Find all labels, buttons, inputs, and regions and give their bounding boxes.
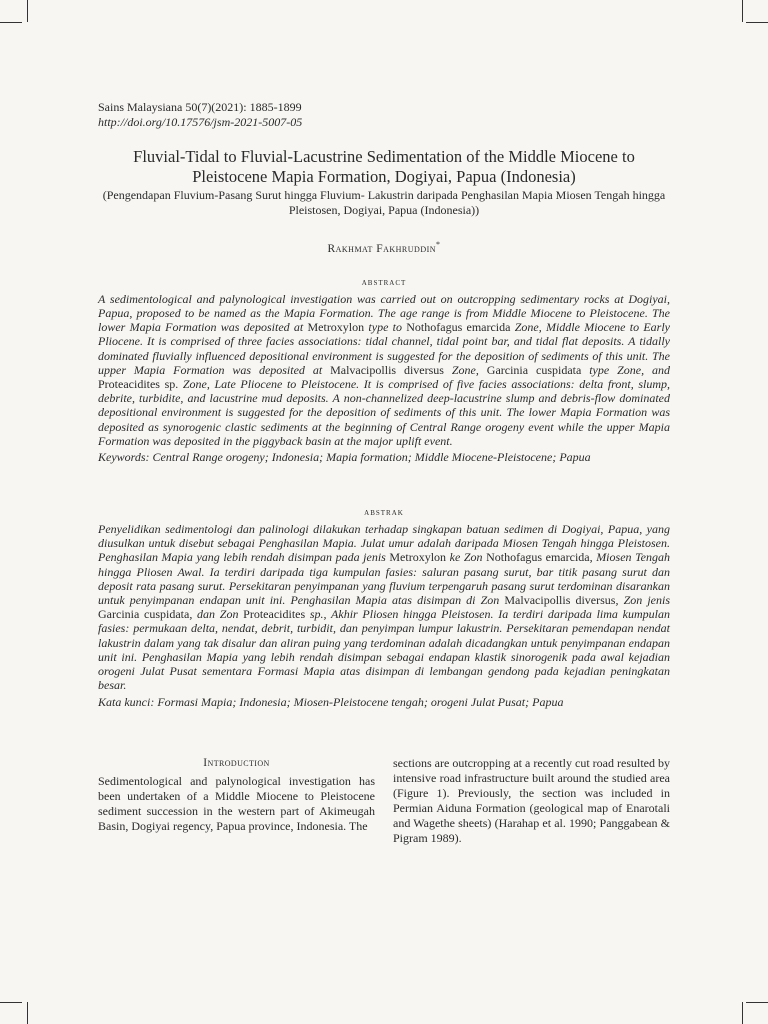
abstrak-part: , dan Zon	[189, 607, 244, 622]
abstract-taxon: Garcinia cuspidata	[486, 362, 582, 377]
paper-title: Fluvial-Tidal to Fluvial-Lacustrine Sedimentation of the Middle Miocene to Pleistocene Mapia Formation, Dogiyai, Papua (Indonesia)	[133, 147, 635, 186]
abstrak-taxon: Proteacidites	[243, 607, 306, 622]
abstract-part: Zone, Late Pliocene to Pleistocene. It is comprised of five facies associations: delta front, slump, debrite, turbidite, and lacustrine mud deposits. A non-channelized deep-lacustrine slump and debris-flow dominated depositional environment is suggested for the deposition of sediments of this unit. The lower Mapia Formation was deposited as synorogenic clastic sediments at the beginning of Central Range orogeny event while the upper Mapia Formation was deposited in the piggyback basin at the major uplift event.	[98, 377, 670, 448]
abstrak-taxon: Metroxylon	[389, 550, 447, 565]
abstract-part: to	[388, 320, 407, 335]
abstract-part: A sedimentological and palynological investigation was carried out on outcropping sedimentary rocks at Dogiyai, Papua, proposed to be named as the Mapia Formation. The age range is from Middle Miocene to Pleistocene. The lower Mapia Formation was deposited at	[98, 291, 670, 335]
abstract-taxon: Malvacipollis diversus	[330, 362, 444, 377]
abstract-part: Zone, Middle Miocene to Early Pliocene. It is comprised of three facies associations: tidal channel, tidal point bar, and tidal flat deposits. A tidally dominated fluvially influenced depositional environment is suggested for the deposition of sediments of this unit. The upper Mapia Formation was deposited at	[98, 320, 671, 377]
column-left	[98, 756, 375, 846]
crop-mark	[746, 22, 768, 23]
abstrak-part: ke Zon	[446, 550, 487, 565]
author-mark: *	[436, 240, 441, 249]
abstrak-taxon: Malvacipollis diversus	[504, 593, 616, 608]
crop-mark	[746, 1002, 768, 1003]
abstract-taxon: Metroxylon	[307, 320, 369, 335]
abstrak-part: Penyelidikan sedimentologi dan palinologi dilakukan terhadap singkapan batuan sedimen di Dogiyai, Papua, yang diusulkan untuk disebut sebagai Penghasilan Mapia. Julat umur adalah daripada Miosen Tengah hingga Pleistosen. Penghasilan Mapia yang lebih rendah disimpan pada jenis	[98, 522, 670, 565]
abstrak-part: , Miosen Tengah hingga Pliosen Awal. Ia terdiri daripada tiga kumpulan fasies: saluran pasang surut, bar titik pasang surut dan deposit rata pasang surut. Persekitaran penyimpanan yang fluvium terpengaruh pasang surut terdominan disarankan untuk penyimpanan endapan unit ini. Penghasilan Mapia atas disimpan di Zon	[98, 550, 670, 608]
introduction-col1-text: Sedimentological and palynological investigation has been undertaken of a Middle Miocene to Pleistocene sediment succession in the western part of Akimeugah Basin, Dogiyai regency, Papua province, Indonesia. The	[98, 774, 375, 833]
doi-link[interactable]: http://doi.org/10.17576/jsm-2021-5007-05	[98, 115, 303, 129]
abstrak-part: sp., Akhir Pliosen hingga Pleistosen. Ia terdiri daripada lima kumpulan fasies: permukaan delta, nendat, debrit, turbidit, dan penyimpan lumpur lakustrin. Persekitaran pemendapan nendat lakustrin dalam yang tak disalur dan aliran puing yang terdominan adalah dicadangkan untuk penyimpanan endapan unit ini. Penghasilan Mapia yang lebih rendah disimpan sebagai endapan klastik sinorogenik pada awal kejadian orogeni Julat Pusat sementara Formasi Mapia atas disimpan di lembangan gendong pada kejadian peningkatan besar.	[98, 607, 670, 693]
abstract-heading: abstract	[361, 276, 407, 288]
abstract-part: Zone,	[443, 362, 487, 377]
abstract-taxon: Proteacidites sp.	[98, 377, 179, 392]
introduction-col2-text: sections are outcropping at a recently cut road resulted by intensive road infrastructure built around the studied area (Figure 1). Previously, the section was included in Permian Aiduna Formation (geological map of Enarotali and Wagethe sheets) (Harahap et al. 1990; Panggabean & Pigram 1989).	[393, 756, 670, 845]
crop-mark	[27, 1002, 28, 1024]
crop-mark	[0, 1002, 22, 1003]
abstrak-taxon: Nothofagus emarcida	[486, 550, 590, 565]
body-columns	[98, 756, 670, 846]
column-right	[393, 756, 670, 846]
abstract-taxon: Nothofagus emarcida	[406, 320, 511, 335]
abstrak-keywords: Kata kunci: Formasi Mapia; Indonesia; Miosen-Pleistocene tengah; orogeni Julat Pusat; Papua	[98, 694, 564, 709]
journal-citation: Sains Malaysiana 50(7)(2021): 1885-1899	[98, 100, 302, 114]
paper-subtitle: (Pengendapan Fluvium-Pasang Surut hingga Fluvium- Lakustrin daripada Penghasilan Mapia Miosen Tengah hingga Pleistosen, Dogiyai, Papua (Indonesia))	[102, 188, 666, 217]
author-name: Rakhmat Fakhruddin	[327, 242, 437, 255]
paper-page	[98, 100, 670, 709]
abstract-text	[98, 292, 670, 448]
abstrak-text	[98, 522, 670, 692]
crop-mark	[742, 1002, 743, 1024]
abstract-part: type Zone, and	[581, 362, 671, 377]
crop-mark	[742, 0, 743, 22]
abstrak-part: , Zon jenis	[615, 593, 670, 608]
abstrak-heading: abstrak	[364, 507, 404, 519]
abstrak-taxon: Garcinia cuspidata	[98, 607, 190, 622]
author-line	[98, 240, 670, 255]
abstract-keywords: Keywords: Central Range orogeny; Indonesia; Mapia formation; Middle Miocene-Pleistocene; Papua	[98, 450, 591, 465]
introduction-heading: Introduction	[203, 757, 270, 769]
crop-mark	[0, 22, 22, 23]
abstract-part: type	[368, 320, 389, 335]
crop-mark	[27, 0, 28, 22]
